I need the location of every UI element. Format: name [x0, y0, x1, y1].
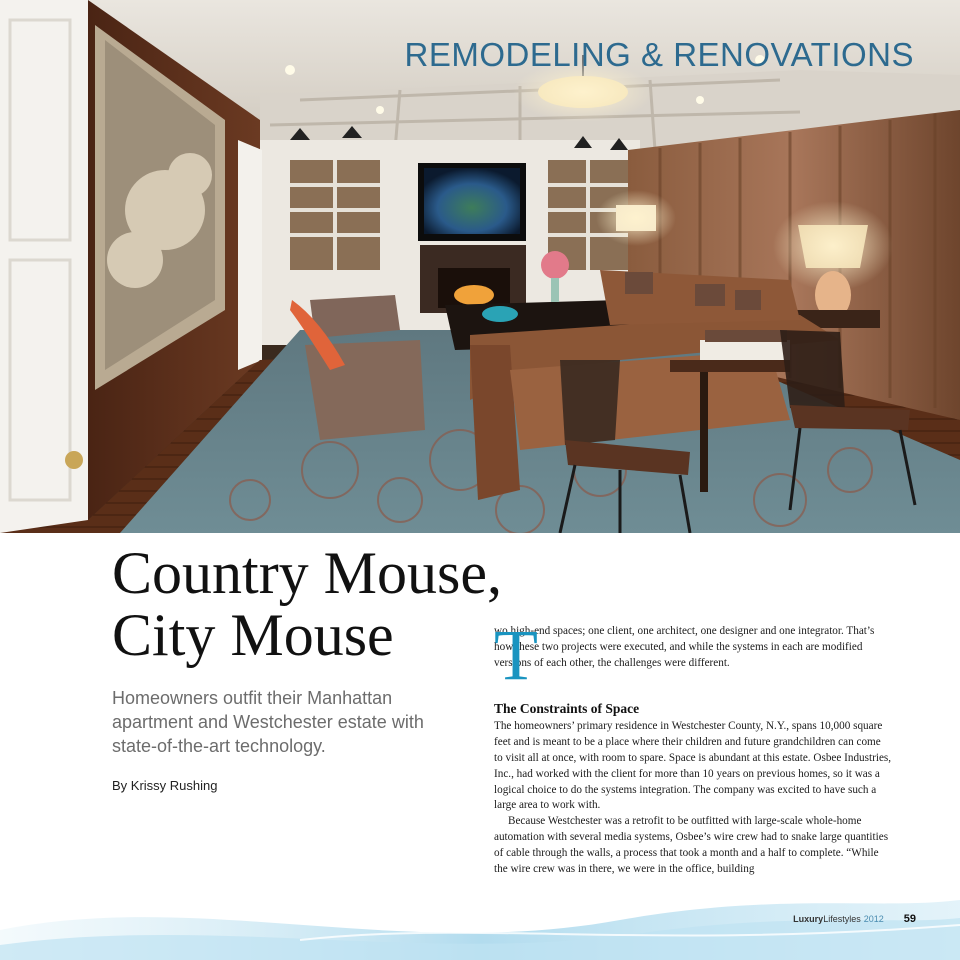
- article-deck: Homeowners outfit their Manhattan apartment and Westchester estate with state-of-the-art technology.: [112, 688, 424, 756]
- footer-year: 2012: [863, 914, 884, 924]
- byline: By Krissy Rushing: [112, 778, 218, 793]
- footer-brand-rest: Lifestyles: [823, 914, 861, 924]
- drop-cap: T: [494, 615, 538, 695]
- lead-text: wo high-end spaces; one client, one architect, one designer and one integrator. That’s how these two projects were executed, and while the systems in each are modified versions of each other, the challenges were different.: [494, 625, 875, 669]
- page-number: 59: [903, 913, 916, 925]
- article-headline: [112, 542, 502, 666]
- headline-line-2: City Mouse: [112, 602, 394, 668]
- article-body: [494, 615, 892, 878]
- headline-line-1: Country Mouse,: [112, 540, 502, 606]
- footer-brand-bold: Luxury: [793, 914, 824, 924]
- body-paragraph-1: The homeowners’ primary residence in Westchester County, N.Y., spans 10,000 square feet and is meant to be a place where their children and future grandchildren can come to visit all at once, with room to spare. Space is abundant at this estate. Osbee Industries, Inc., had worked with the client for more than 10 years on previous homes, so it was a logical choice to do the systems integration. The company was excited to have such a large area to work with.: [494, 719, 892, 812]
- lead-paragraph: [494, 615, 892, 695]
- body-paragraph-2: Because Westchester was a retrofit to be outfitted with large-scale whole-home automation with several media systems, Osbee’s wire crew had to snake large quantities of cable through the walls, a process that took a month and a half to complete. “While the wire crew was in there, we were in the office, building: [494, 815, 889, 876]
- page-footer: [793, 913, 916, 925]
- article-subhead: The Constraints of Space: [494, 701, 640, 716]
- section-header: REMODELING & RENOVATIONS: [404, 36, 914, 74]
